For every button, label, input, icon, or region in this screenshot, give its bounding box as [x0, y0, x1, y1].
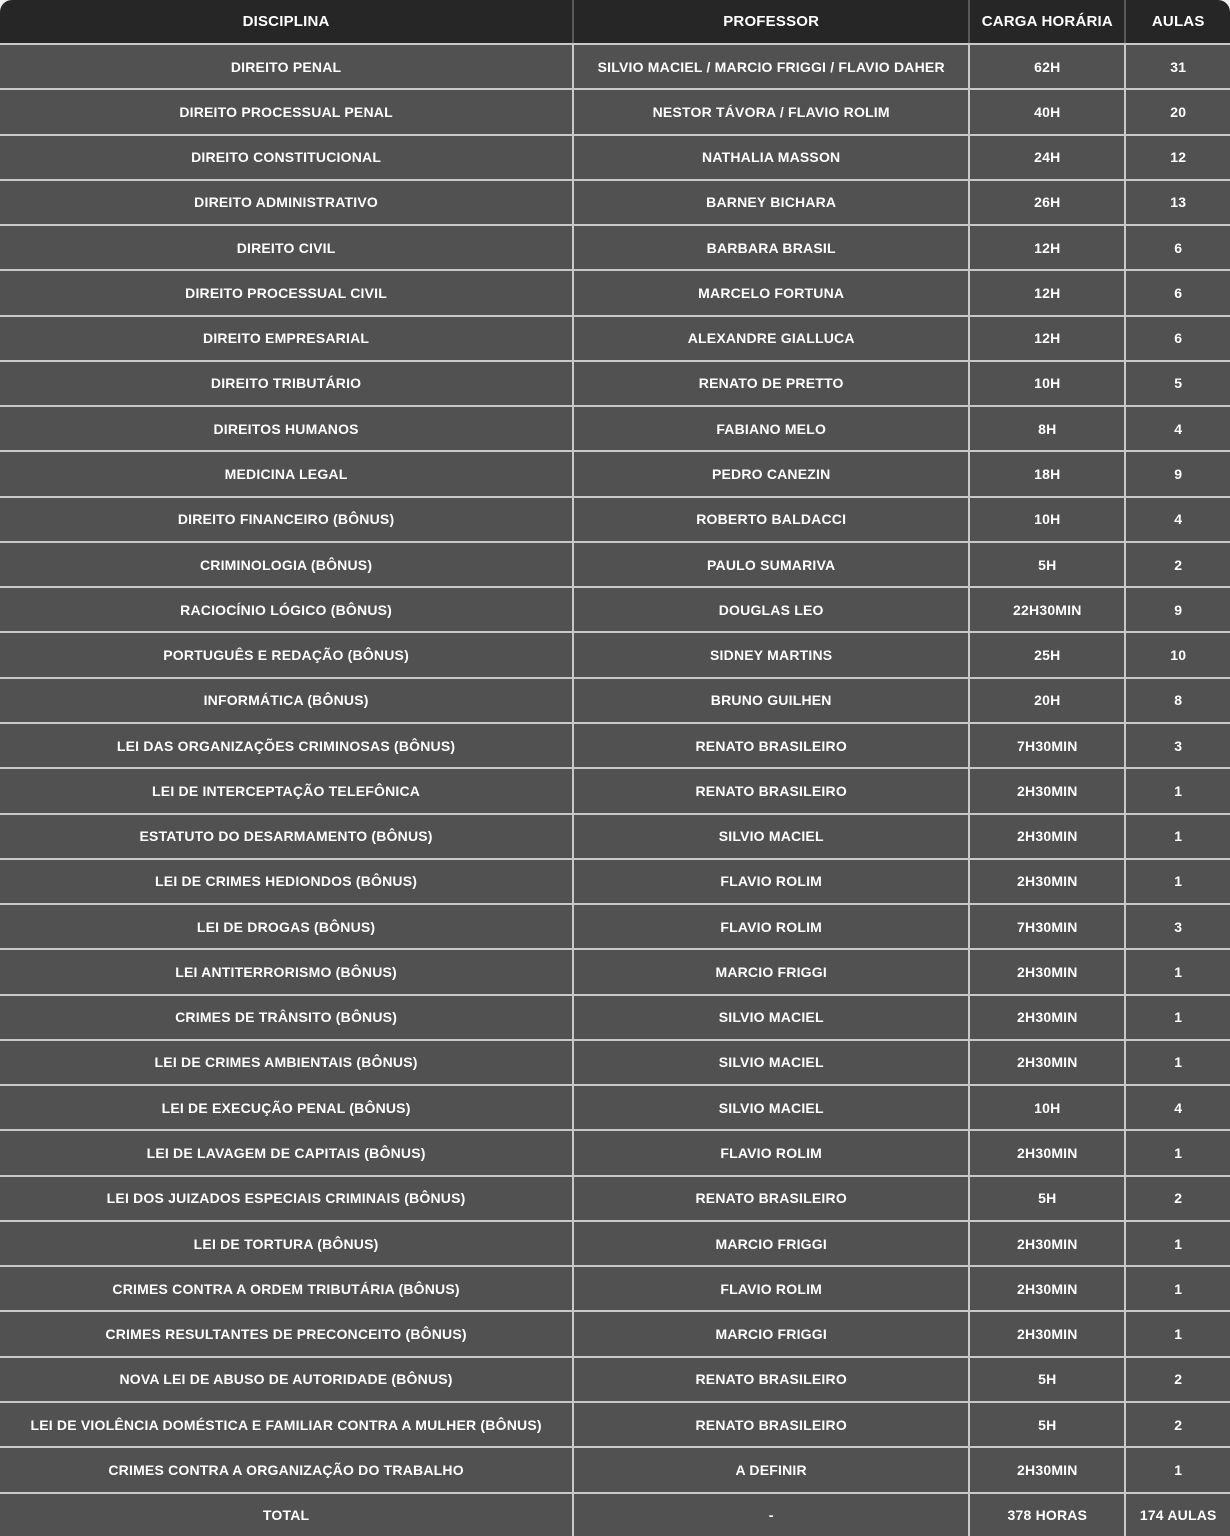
- classes-cell: 9: [1125, 451, 1230, 496]
- professor-cell: MARCIO FRIGGI: [573, 1221, 969, 1266]
- hours-cell: 7H30MIN: [969, 723, 1125, 768]
- discipline-cell: CRIMINOLOGIA (BÔNUS): [0, 542, 573, 587]
- table-row: [0, 678, 1230, 723]
- hours-cell: 22H30MIN: [969, 587, 1125, 632]
- discipline-cell: LEI DE LAVAGEM DE CAPITAIS (BÔNUS): [0, 1130, 573, 1175]
- hours-cell: 25H: [969, 632, 1125, 677]
- professor-cell: ALEXANDRE GIALLUCA: [573, 316, 969, 361]
- hours-cell: 10H: [969, 497, 1125, 542]
- professor-cell: RENATO BRASILEIRO: [573, 723, 969, 768]
- hours-cell: 12H: [969, 225, 1125, 270]
- discipline-cell: LEI DE CRIMES AMBIENTAIS (BÔNUS): [0, 1040, 573, 1085]
- hours-cell: 2H30MIN: [969, 1221, 1125, 1266]
- discipline-cell: LEI DE CRIMES HEDIONDOS (BÔNUS): [0, 859, 573, 904]
- professor-cell: RENATO BRASILEIRO: [573, 1357, 969, 1402]
- professor-cell: SILVIO MACIEL: [573, 995, 969, 1040]
- professor-cell: MARCIO FRIGGI: [573, 1311, 969, 1356]
- classes-cell: 2: [1125, 1176, 1230, 1221]
- table-row: [0, 497, 1230, 542]
- header-row: [0, 0, 1230, 44]
- discipline-cell: LEI ANTITERRORISMO (BÔNUS): [0, 949, 573, 994]
- table-row: [0, 904, 1230, 949]
- table-row: [0, 768, 1230, 813]
- discipline-cell: RACIOCÍNIO LÓGICO (BÔNUS): [0, 587, 573, 632]
- total-classes-cell: 174 AULAS: [1125, 1493, 1230, 1536]
- discipline-cell: LEI DE EXECUÇÃO PENAL (BÔNUS): [0, 1085, 573, 1130]
- column-header-aulas: AULAS: [1125, 0, 1230, 44]
- discipline-cell: CRIMES DE TRÂNSITO (BÔNUS): [0, 995, 573, 1040]
- discipline-cell: DIREITO TRIBUTÁRIO: [0, 361, 573, 406]
- discipline-cell: LEI DE INTERCEPTAÇÃO TELEFÔNICA: [0, 768, 573, 813]
- table-row: [0, 1447, 1230, 1492]
- table-row: [0, 1311, 1230, 1356]
- classes-cell: 1: [1125, 1221, 1230, 1266]
- discipline-cell: DIREITO EMPRESARIAL: [0, 316, 573, 361]
- table-row: [0, 1402, 1230, 1447]
- professor-cell: MARCIO FRIGGI: [573, 949, 969, 994]
- table-row: [0, 1266, 1230, 1311]
- professor-cell: SILVIO MACIEL: [573, 814, 969, 859]
- total-label-cell: TOTAL: [0, 1493, 573, 1536]
- classes-cell: 1: [1125, 1311, 1230, 1356]
- professor-cell: A DEFINIR: [573, 1447, 969, 1492]
- professor-cell: RENATO BRASILEIRO: [573, 1176, 969, 1221]
- professor-cell: DOUGLAS LEO: [573, 587, 969, 632]
- hours-cell: 62H: [969, 44, 1125, 89]
- column-header-disciplina: DISCIPLINA: [0, 0, 573, 44]
- discipline-cell: INFORMÁTICA (BÔNUS): [0, 678, 573, 723]
- classes-cell: 13: [1125, 180, 1230, 225]
- professor-cell: BARNEY BICHARA: [573, 180, 969, 225]
- table-row: [0, 89, 1230, 134]
- discipline-cell: LEI DE TORTURA (BÔNUS): [0, 1221, 573, 1266]
- professor-cell: BARBARA BRASIL: [573, 225, 969, 270]
- professor-cell: MARCELO FORTUNA: [573, 270, 969, 315]
- classes-cell: 31: [1125, 44, 1230, 89]
- hours-cell: 26H: [969, 180, 1125, 225]
- hours-cell: 2H30MIN: [969, 768, 1125, 813]
- hours-cell: 2H30MIN: [969, 1447, 1125, 1492]
- classes-cell: 6: [1125, 316, 1230, 361]
- table-row: [0, 225, 1230, 270]
- hours-cell: 20H: [969, 678, 1125, 723]
- hours-cell: 2H30MIN: [969, 1040, 1125, 1085]
- professor-cell: SIDNEY MARTINS: [573, 632, 969, 677]
- classes-cell: 2: [1125, 542, 1230, 587]
- discipline-cell: CRIMES CONTRA A ORDEM TRIBUTÁRIA (BÔNUS): [0, 1266, 573, 1311]
- professor-cell: BRUNO GUILHEN: [573, 678, 969, 723]
- discipline-cell: DIREITOS HUMANOS: [0, 406, 573, 451]
- hours-cell: 7H30MIN: [969, 904, 1125, 949]
- classes-cell: 1: [1125, 1040, 1230, 1085]
- table-row: [0, 949, 1230, 994]
- classes-cell: 1: [1125, 1130, 1230, 1175]
- hours-cell: 5H: [969, 1176, 1125, 1221]
- discipline-cell: DIREITO PROCESSUAL CIVIL: [0, 270, 573, 315]
- discipline-cell: DIREITO FINANCEIRO (BÔNUS): [0, 497, 573, 542]
- table-row: [0, 723, 1230, 768]
- classes-cell: 1: [1125, 1266, 1230, 1311]
- classes-cell: 6: [1125, 270, 1230, 315]
- classes-cell: 6: [1125, 225, 1230, 270]
- professor-cell: PEDRO CANEZIN: [573, 451, 969, 496]
- professor-cell: FLAVIO ROLIM: [573, 859, 969, 904]
- professor-cell: RENATO BRASILEIRO: [573, 1402, 969, 1447]
- classes-cell: 12: [1125, 135, 1230, 180]
- discipline-cell: DIREITO ADMINISTRATIVO: [0, 180, 573, 225]
- professor-cell: FABIANO MELO: [573, 406, 969, 451]
- table-row: [0, 632, 1230, 677]
- table-row: [0, 814, 1230, 859]
- classes-cell: 1: [1125, 814, 1230, 859]
- classes-cell: 4: [1125, 1085, 1230, 1130]
- classes-cell: 3: [1125, 904, 1230, 949]
- table-row: [0, 1040, 1230, 1085]
- professor-cell: ROBERTO BALDACCI: [573, 497, 969, 542]
- hours-cell: 24H: [969, 135, 1125, 180]
- table-row: [0, 180, 1230, 225]
- table-row: [0, 859, 1230, 904]
- professor-cell: SILVIO MACIEL / MARCIO FRIGGI / FLAVIO DAHER: [573, 44, 969, 89]
- classes-cell: 1: [1125, 768, 1230, 813]
- classes-cell: 2: [1125, 1402, 1230, 1447]
- classes-cell: 1: [1125, 859, 1230, 904]
- total-row: [0, 1493, 1230, 1536]
- discipline-cell: PORTUGUÊS E REDAÇÃO (BÔNUS): [0, 632, 573, 677]
- column-header-carga-horaria: CARGA HORÁRIA: [969, 0, 1125, 44]
- professor-cell: NATHALIA MASSON: [573, 135, 969, 180]
- hours-cell: 2H30MIN: [969, 1311, 1125, 1356]
- table-row: [0, 1357, 1230, 1402]
- discipline-cell: DIREITO PENAL: [0, 44, 573, 89]
- classes-cell: 1: [1125, 995, 1230, 1040]
- classes-cell: 2: [1125, 1357, 1230, 1402]
- table-header: [0, 0, 1230, 44]
- hours-cell: 18H: [969, 451, 1125, 496]
- hours-cell: 2H30MIN: [969, 995, 1125, 1040]
- classes-cell: 1: [1125, 1447, 1230, 1492]
- table-row: [0, 1085, 1230, 1130]
- table-row: [0, 1130, 1230, 1175]
- discipline-cell: ESTATUTO DO DESARMAMENTO (BÔNUS): [0, 814, 573, 859]
- discipline-cell: NOVA LEI DE ABUSO DE AUTORIDADE (BÔNUS): [0, 1357, 573, 1402]
- classes-cell: 20: [1125, 89, 1230, 134]
- professor-cell: FLAVIO ROLIM: [573, 1130, 969, 1175]
- hours-cell: 12H: [969, 270, 1125, 315]
- classes-cell: 8: [1125, 678, 1230, 723]
- hours-cell: 5H: [969, 1357, 1125, 1402]
- hours-cell: 2H30MIN: [969, 859, 1125, 904]
- discipline-cell: DIREITO CIVIL: [0, 225, 573, 270]
- discipline-cell: MEDICINA LEGAL: [0, 451, 573, 496]
- classes-cell: 10: [1125, 632, 1230, 677]
- professor-cell: FLAVIO ROLIM: [573, 904, 969, 949]
- classes-cell: 4: [1125, 497, 1230, 542]
- discipline-cell: DIREITO CONSTITUCIONAL: [0, 135, 573, 180]
- table-row: [0, 1221, 1230, 1266]
- discipline-cell: LEI DE VIOLÊNCIA DOMÉSTICA E FAMILIAR CONTRA A MULHER (BÔNUS): [0, 1402, 573, 1447]
- hours-cell: 12H: [969, 316, 1125, 361]
- classes-cell: 4: [1125, 406, 1230, 451]
- hours-cell: 40H: [969, 89, 1125, 134]
- hours-cell: 8H: [969, 406, 1125, 451]
- hours-cell: 10H: [969, 1085, 1125, 1130]
- table-row: [0, 361, 1230, 406]
- classes-cell: 3: [1125, 723, 1230, 768]
- hours-cell: 5H: [969, 542, 1125, 587]
- hours-cell: 2H30MIN: [969, 1130, 1125, 1175]
- discipline-cell: LEI DAS ORGANIZAÇÕES CRIMINOSAS (BÔNUS): [0, 723, 573, 768]
- professor-cell: RENATO BRASILEIRO: [573, 768, 969, 813]
- discipline-cell: LEI DOS JUIZADOS ESPECIAIS CRIMINAIS (BÔNUS): [0, 1176, 573, 1221]
- classes-cell: 9: [1125, 587, 1230, 632]
- professor-cell: RENATO DE PRETTO: [573, 361, 969, 406]
- table-row: [0, 135, 1230, 180]
- total-professor-cell: -: [573, 1493, 969, 1536]
- table-row: [0, 995, 1230, 1040]
- discipline-cell: CRIMES RESULTANTES DE PRECONCEITO (BÔNUS): [0, 1311, 573, 1356]
- table-body: [0, 44, 1230, 1536]
- table-row: [0, 587, 1230, 632]
- hours-cell: 2H30MIN: [969, 949, 1125, 994]
- column-header-professor: PROFESSOR: [573, 0, 969, 44]
- professor-cell: SILVIO MACIEL: [573, 1040, 969, 1085]
- hours-cell: 10H: [969, 361, 1125, 406]
- professor-cell: NESTOR TÁVORA / FLAVIO ROLIM: [573, 89, 969, 134]
- hours-cell: 2H30MIN: [969, 1266, 1125, 1311]
- professor-cell: FLAVIO ROLIM: [573, 1266, 969, 1311]
- table-row: [0, 406, 1230, 451]
- discipline-cell: CRIMES CONTRA A ORGANIZAÇÃO DO TRABALHO: [0, 1447, 573, 1492]
- table-row: [0, 1176, 1230, 1221]
- classes-cell: 1: [1125, 949, 1230, 994]
- professor-cell: PAULO SUMARIVA: [573, 542, 969, 587]
- professor-cell: SILVIO MACIEL: [573, 1085, 969, 1130]
- hours-cell: 2H30MIN: [969, 814, 1125, 859]
- table-row: [0, 270, 1230, 315]
- table-row: [0, 316, 1230, 361]
- discipline-cell: LEI DE DROGAS (BÔNUS): [0, 904, 573, 949]
- classes-cell: 5: [1125, 361, 1230, 406]
- table-row: [0, 542, 1230, 587]
- total-hours-cell: 378 HORAS: [969, 1493, 1125, 1536]
- table-row: [0, 44, 1230, 89]
- table-row: [0, 451, 1230, 496]
- hours-cell: 5H: [969, 1402, 1125, 1447]
- discipline-cell: DIREITO PROCESSUAL PENAL: [0, 89, 573, 134]
